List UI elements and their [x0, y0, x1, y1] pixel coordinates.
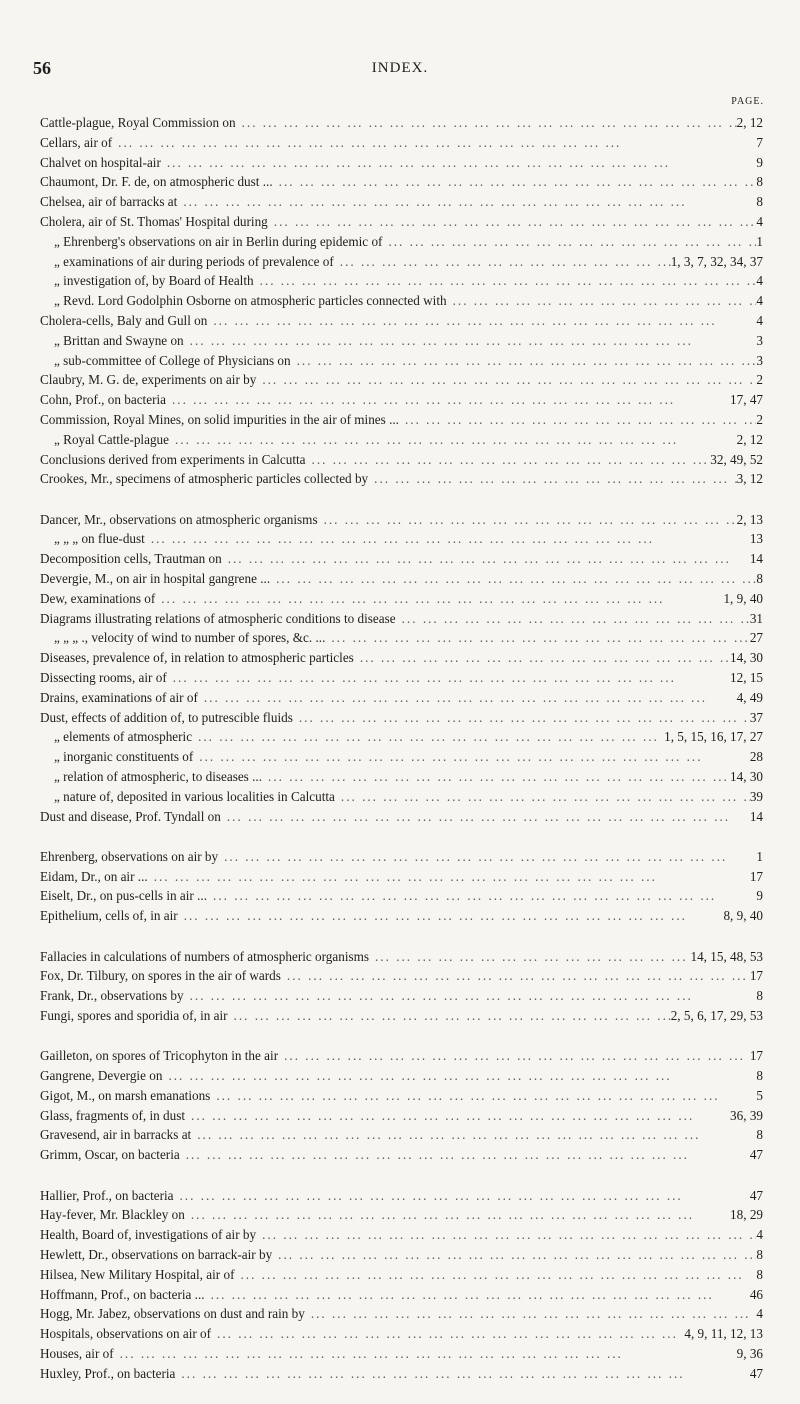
entry-pages: 3 — [756, 352, 763, 368]
dot-leader — [278, 1046, 750, 1066]
dot-leader — [335, 787, 750, 807]
entry-pages: 9 — [756, 154, 763, 170]
index-subentry — [40, 271, 763, 291]
entry-pages: 4 — [756, 1306, 763, 1322]
dot-leader — [184, 331, 757, 351]
dot-leader — [207, 886, 756, 906]
entry-text: Gravesend, air in barracks at — [40, 1127, 192, 1143]
entry-text: „ Brittan and Swayne on — [54, 332, 184, 348]
index-entry — [40, 212, 763, 232]
entry-text: Frank, Dr., observations by — [40, 988, 184, 1004]
entry-text: Epithelium, cells of, in air — [40, 908, 178, 924]
entry-pages: 31 — [749, 610, 763, 626]
dot-leader — [318, 510, 737, 530]
dot-leader — [256, 370, 756, 390]
entry-pages: 17 — [749, 968, 763, 984]
index-entry — [40, 113, 763, 133]
dot-leader — [369, 947, 690, 967]
index-entry — [40, 986, 763, 1006]
page-number: 56 — [33, 58, 51, 78]
index-subentry — [40, 351, 763, 371]
index-letter-group — [40, 1186, 763, 1384]
entry-pages: 1, 5, 15, 16, 17, 27 — [664, 729, 763, 745]
index-entry — [40, 966, 763, 986]
dot-leader — [254, 271, 757, 291]
index-subentry — [40, 747, 763, 767]
entry-text: Cohn, Prof., on bacteria — [40, 392, 166, 408]
entry-text: Grimm, Oscar, on bacteria — [40, 1147, 180, 1163]
entry-text: Claubry, M. G. de, experiments on air by — [40, 372, 257, 388]
entry-pages: 47 — [749, 1187, 763, 1203]
dot-leader — [382, 232, 756, 252]
entry-text: Dancer, Mr., observations on atmospheric organisms — [40, 511, 318, 527]
dot-leader — [205, 1285, 750, 1305]
entry-text: Commission, Royal Mines, on solid impurities in the air of mines ... — [40, 411, 399, 427]
index-entry — [40, 847, 763, 867]
entry-text: Decomposition cells, Trautman on — [40, 551, 222, 567]
dot-leader — [221, 807, 750, 827]
entry-pages: 8 — [756, 194, 763, 210]
entry-text: Glass, fragments of, in dust — [40, 1107, 186, 1123]
dot-leader — [306, 450, 711, 470]
index-letter-group — [40, 510, 763, 827]
entry-pages: 1, 3, 7, 32, 34, 37 — [670, 253, 763, 269]
entry-pages: 4 — [756, 273, 763, 289]
dot-leader — [148, 867, 750, 887]
entry-text: Gangrene, Devergie on — [40, 1068, 163, 1084]
entry-text: Cholera, air of St. Thomas' Hospital during — [40, 213, 268, 229]
dot-leader — [162, 1066, 756, 1086]
entry-text: „ inorganic constituents of — [54, 749, 194, 765]
dot-leader — [167, 668, 730, 688]
entry-pages: 14, 30 — [730, 769, 763, 784]
dot-leader — [447, 291, 757, 311]
entry-text: „ „ „ on flue-dust — [54, 531, 145, 547]
entry-pages: 12, 15 — [730, 670, 763, 686]
entry-text: Cholera-cells, Baly and Gull on — [40, 312, 208, 328]
entry-text: „ Ehrenberg's observations on air in Berlin during epidemic of — [54, 233, 383, 249]
entry-pages: 4 — [756, 293, 763, 309]
entry-pages: 8 — [756, 1246, 763, 1262]
entry-pages: 9, 36 — [736, 1345, 763, 1361]
entry-pages: 8 — [756, 988, 763, 1004]
entry-text: Fungi, spores and sporidia of, in air — [40, 1007, 228, 1023]
entry-text: Diagrams illustrating relations of atmospheric conditions to disease — [40, 610, 396, 626]
entry-text: Dew, examinations of — [40, 590, 156, 606]
entry-text: Hoffmann, Prof., on bacteria ... — [40, 1286, 205, 1302]
dot-leader — [256, 1225, 756, 1245]
entry-pages: 4 — [756, 312, 763, 328]
index-entry — [40, 1245, 763, 1265]
entry-text: Cellars, air of — [40, 134, 113, 150]
entry-text: „ sub-committee of College of Physicians on — [54, 352, 291, 368]
index-entry — [40, 1364, 763, 1384]
dot-leader — [174, 1186, 750, 1206]
index-letter-group — [40, 847, 763, 926]
entry-text: Conclusions derived from experiments in Calcutta — [40, 451, 306, 467]
entry-pages: 13 — [749, 531, 763, 547]
dot-leader — [334, 252, 671, 272]
dot-leader — [155, 589, 723, 609]
entry-text: Dust and disease, Prof. Tyndall on — [40, 808, 221, 824]
entry-pages: 3 — [756, 332, 763, 348]
dot-leader — [185, 1205, 730, 1225]
dot-leader — [175, 1364, 749, 1384]
entry-text: Chaumont, Dr. F. de, on atmospheric dust ... — [40, 174, 273, 190]
entry-text: Hewlett, Dr., observations on barrack-air by — [40, 1246, 273, 1262]
index-subentry — [40, 529, 763, 549]
index-entry — [40, 807, 763, 827]
entry-pages: 8, 9, 40 — [723, 908, 763, 924]
index-entry — [40, 569, 763, 589]
index-entry — [40, 1225, 763, 1245]
entry-pages: 4, 49 — [736, 689, 763, 705]
entry-text: Fallacies in calculations of numbers of atmospheric organisms — [40, 948, 369, 964]
index-letter-group — [40, 1046, 763, 1165]
index-subentry — [40, 291, 763, 311]
dot-leader — [161, 153, 757, 173]
entry-pages: 8 — [756, 1127, 763, 1143]
dot-leader — [210, 1086, 756, 1106]
index-entry — [40, 688, 763, 708]
dot-leader — [281, 966, 750, 986]
entry-pages: 17 — [749, 868, 763, 884]
entry-pages: 8 — [756, 571, 763, 587]
dot-leader — [305, 1304, 757, 1324]
entry-text: Hay-fever, Mr. Blackley on — [40, 1207, 185, 1223]
dot-leader — [178, 906, 724, 926]
dot-leader — [145, 529, 750, 549]
index-entry — [40, 549, 763, 569]
dot-leader — [193, 747, 750, 767]
dot-leader — [228, 1006, 671, 1026]
entry-pages: 5 — [756, 1087, 763, 1103]
entry-pages: 32, 49, 52 — [710, 451, 763, 467]
dot-leader — [293, 708, 750, 728]
entry-pages: 46 — [749, 1286, 763, 1302]
entry-text: Ehrenberg, observations on air by — [40, 848, 219, 864]
dot-leader — [291, 351, 757, 371]
entry-pages: 37 — [749, 709, 763, 725]
index-subentry — [40, 787, 763, 807]
entry-pages: 17, 47 — [730, 392, 763, 408]
entry-text: Diseases, prevalence of, in relation to atmospheric particles — [40, 650, 354, 666]
dot-leader — [185, 1106, 730, 1126]
entry-text: Devergie, M., on air in hospital gangrene ... — [40, 571, 271, 587]
entry-pages: 4, 9, 11, 12, 13 — [684, 1326, 763, 1342]
entry-pages: 8 — [756, 1068, 763, 1084]
entry-text: Health, Board of, investigations of air by — [40, 1227, 257, 1243]
entry-pages: 47 — [749, 1147, 763, 1163]
entry-pages: 28 — [749, 749, 763, 765]
entry-text: Fox, Dr. Tilbury, on spores in the air of wards — [40, 968, 281, 984]
dot-leader — [112, 133, 756, 153]
index-entry — [40, 192, 763, 212]
entry-pages: 4 — [756, 1227, 763, 1243]
index-subentry — [40, 430, 763, 450]
entry-pages: 2, 13 — [736, 511, 763, 527]
index-entry — [40, 867, 763, 887]
index-entry — [40, 153, 763, 173]
entry-pages: 14, 30 — [730, 650, 763, 666]
dot-leader — [191, 1125, 756, 1145]
entry-pages: 17 — [749, 1048, 763, 1064]
dot-leader — [273, 172, 757, 192]
index-entry — [40, 1066, 763, 1086]
index-subentry — [40, 331, 763, 351]
dot-leader — [218, 847, 756, 867]
entry-pages: 1 — [756, 233, 763, 249]
page-column-label: PAGE. — [731, 96, 764, 107]
entry-text: Dissecting rooms, air of — [40, 670, 167, 686]
entry-pages: 18, 29 — [730, 1207, 763, 1223]
entry-text: „ „ „ ., velocity of wind to number of spores, &c. ... — [54, 630, 326, 646]
index-entry — [40, 1006, 763, 1026]
entry-text: Huxley, Prof., on bacteria — [40, 1365, 176, 1381]
index-entry — [40, 370, 763, 390]
entry-text: Cattle-plague, Royal Commission on — [40, 115, 236, 130]
entry-text: Hospitals, observations on air of — [40, 1326, 212, 1342]
entry-pages: 27 — [749, 630, 763, 646]
index-entry — [40, 708, 763, 728]
dot-leader — [222, 549, 750, 569]
entry-pages: 4 — [756, 213, 763, 229]
entry-text: „ investigation of, by Board of Health — [54, 273, 254, 289]
entry-pages: 14 — [749, 551, 763, 567]
running-head: INDEX. — [371, 60, 429, 76]
index-entry — [40, 172, 763, 192]
entry-pages: 3, 12 — [736, 471, 763, 487]
index-entry — [40, 1106, 763, 1126]
index-entry — [40, 410, 763, 430]
entry-text: Houses, air of — [40, 1345, 114, 1361]
index-entry — [40, 311, 763, 331]
dot-leader — [368, 469, 736, 489]
entry-text: Drains, examinations of air of — [40, 689, 198, 705]
entry-pages: 2, 5, 6, 17, 29, 53 — [670, 1007, 763, 1023]
entry-text: Gailleton, on spores of Tricophyton in the air — [40, 1048, 279, 1064]
entry-pages: 39 — [749, 788, 763, 804]
index-entry — [40, 1265, 763, 1285]
entry-text: Hogg, Mr. Jabez, observations on dust and rain by — [40, 1306, 305, 1322]
dot-leader — [184, 986, 757, 1006]
index-entry — [40, 133, 763, 153]
entry-text: Hallier, Prof., on bacteria — [40, 1187, 174, 1203]
index-entry — [40, 1086, 763, 1106]
entry-pages: 1, 9, 40 — [723, 590, 763, 606]
index-body — [40, 113, 763, 1404]
index-entry — [40, 469, 763, 489]
index-entry — [40, 1304, 763, 1324]
index-entry — [40, 668, 763, 688]
entry-pages: 14, 15, 48, 53 — [690, 948, 763, 964]
index-entry — [40, 648, 763, 668]
dot-leader — [114, 1344, 737, 1364]
dot-leader — [268, 212, 757, 232]
dot-leader — [325, 628, 749, 648]
dot-leader — [234, 1265, 756, 1285]
index-entry — [40, 1186, 763, 1206]
index-entry — [40, 1285, 763, 1305]
entry-text: „ nature of, deposited in various localities in Calcutta — [54, 788, 335, 804]
entry-text: Chalvet on hospital-air — [40, 154, 161, 170]
index-entry — [40, 947, 763, 967]
index-entry — [40, 390, 763, 410]
index-subentry — [40, 628, 763, 648]
entry-pages: 2, 12 — [736, 431, 763, 447]
entry-text: „ examinations of air during periods of prevalence of — [54, 253, 334, 269]
index-letter-group — [40, 113, 763, 489]
entry-pages: 2 — [756, 372, 763, 388]
index-entry — [40, 1324, 763, 1344]
entry-text: Chelsea, air of barracks at — [40, 194, 178, 210]
dot-leader — [166, 390, 730, 410]
index-subentry — [40, 767, 763, 787]
index-entry — [40, 510, 763, 530]
entry-pages: 14 — [749, 808, 763, 824]
entry-pages: 8 — [756, 174, 763, 190]
entry-text: Eidam, Dr., on air ... — [40, 868, 148, 884]
dot-leader — [177, 192, 756, 212]
dot-leader — [272, 1245, 756, 1265]
index-entry — [40, 1125, 763, 1145]
dot-leader — [207, 311, 756, 331]
index-subentry — [40, 727, 763, 747]
dot-leader — [396, 609, 750, 629]
entry-text: Dust, effects of addition of, to putrescible fluids — [40, 709, 293, 725]
entry-text: Crookes, Mr., specimens of atmospheric particles collected by — [40, 471, 369, 487]
index-entry — [40, 906, 763, 926]
dot-leader — [399, 410, 756, 430]
entry-pages: 7 — [756, 134, 763, 150]
dot-leader — [198, 688, 737, 708]
entry-text: Eiselt, Dr., on pus-cells in air ... — [40, 888, 208, 904]
entry-pages: 47 — [749, 1365, 763, 1381]
index-entry — [40, 1046, 763, 1066]
entry-text: „ Royal Cattle-plague — [54, 431, 169, 447]
dot-leader — [169, 430, 737, 450]
entry-pages: 2, 12 — [736, 115, 763, 130]
dot-leader — [211, 1324, 684, 1344]
entry-pages: 8 — [756, 1266, 763, 1282]
entry-pages: 9 — [756, 888, 763, 904]
dot-leader — [192, 727, 664, 747]
entry-text: „ elements of atmospheric — [54, 729, 193, 745]
index-subentry — [40, 252, 763, 272]
index-entry — [40, 886, 763, 906]
entry-pages: 2 — [756, 411, 763, 427]
index-entry — [40, 609, 763, 629]
entry-pages: 1 — [756, 848, 763, 864]
index-entry — [40, 1205, 763, 1225]
dot-leader — [270, 569, 756, 589]
entry-text: „ Revd. Lord Godolphin Osborne on atmospheric particles connected with — [54, 293, 447, 309]
entry-pages: 36, 39 — [730, 1107, 763, 1123]
index-letter-group — [40, 947, 763, 1026]
dot-leader — [262, 767, 730, 787]
entry-text: Hilsea, New Military Hospital, air of — [40, 1266, 235, 1282]
index-entry — [40, 1344, 763, 1364]
entry-text: „ relation of atmospheric, to diseases ... — [54, 769, 263, 784]
dot-leader — [236, 113, 737, 133]
index-entry — [40, 450, 763, 470]
dot-leader — [180, 1145, 750, 1165]
index-subentry — [40, 232, 763, 252]
dot-leader — [354, 648, 730, 668]
index-entry — [40, 589, 763, 609]
entry-text: Gigot, M., on marsh emanations — [40, 1087, 211, 1103]
index-entry — [40, 1145, 763, 1165]
